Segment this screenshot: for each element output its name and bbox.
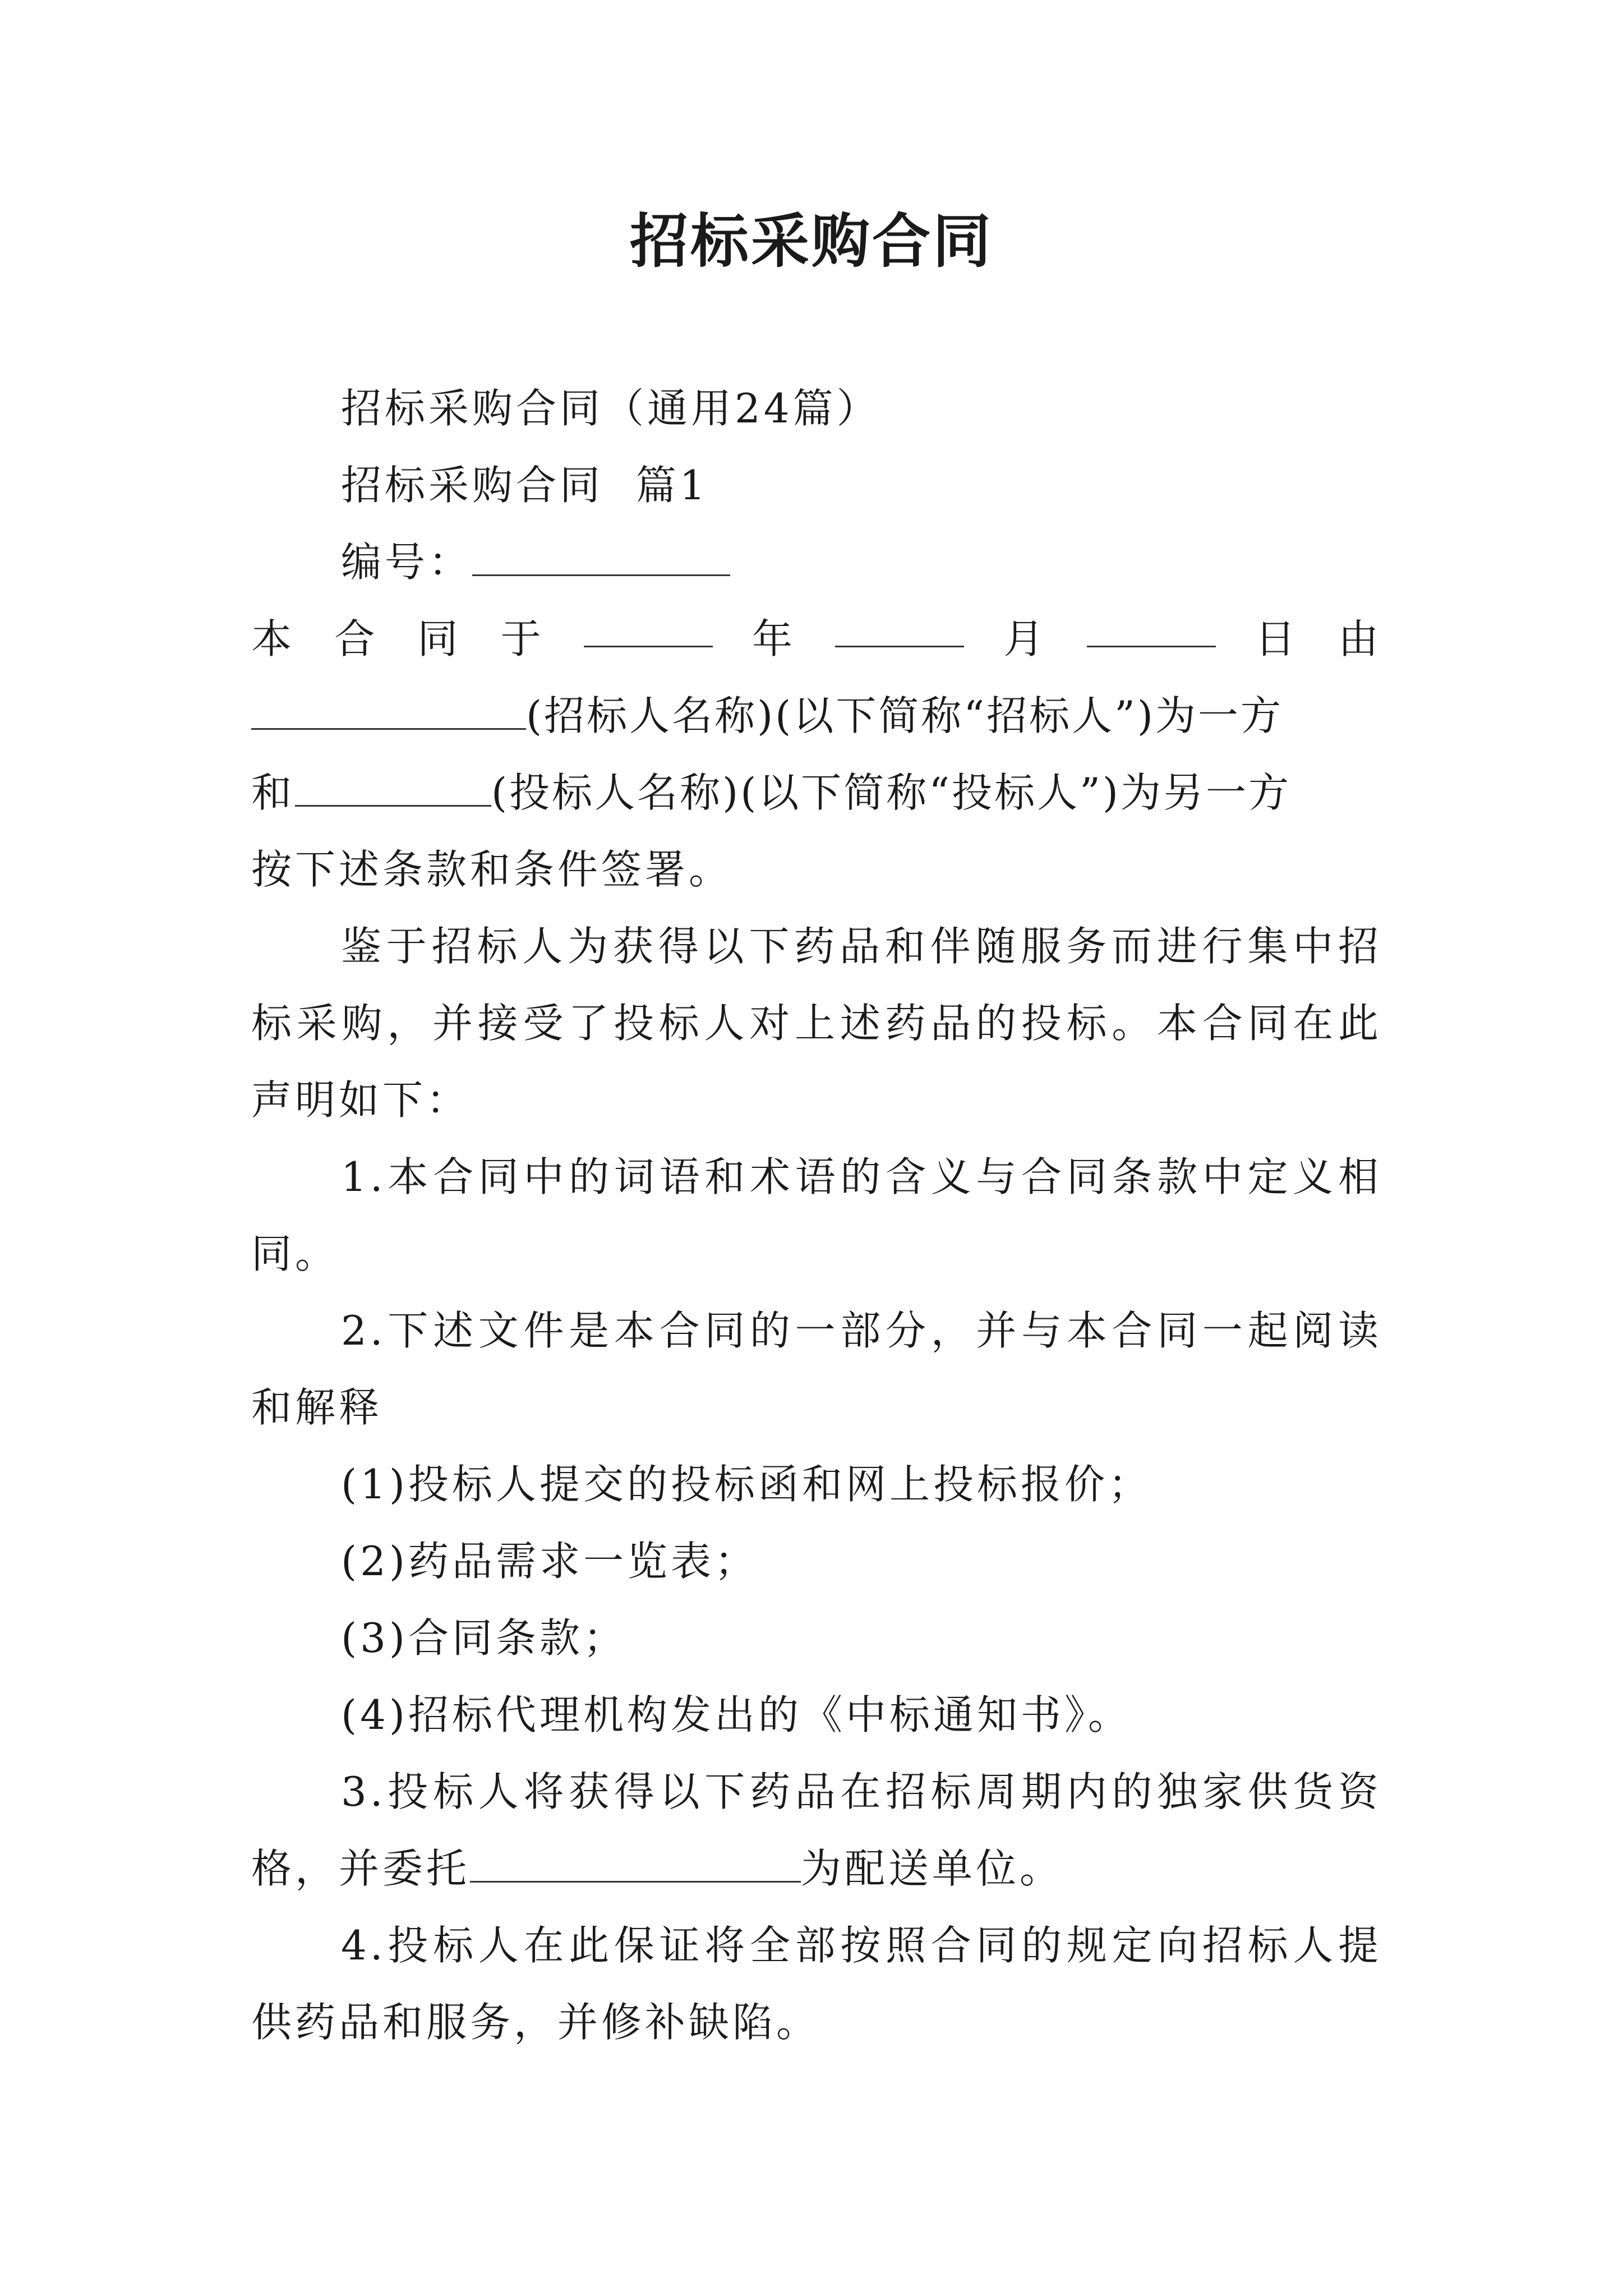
document-body xyxy=(251,370,1382,2061)
clause-2-item-3: (3)合同条款； xyxy=(341,1614,627,1662)
contract-number-blank xyxy=(472,530,730,576)
document-subtitle: 招标采购合同（通用24篇） xyxy=(341,385,880,432)
preamble-word: 由 xyxy=(1338,615,1382,662)
clause-3 xyxy=(251,1754,1382,1907)
whereas-paragraph: 鉴于招标人为获得以下药品和伴随服务而进行集中招标采购，并接受了投标人对上述药品的投标。本合同在此声明如下： xyxy=(251,923,1382,1124)
preamble-tail: 按下述条款和条件签署。 xyxy=(251,846,733,893)
clause-2: 2.下述文件是本合同的一部分，并与本合同一起阅读和解释 xyxy=(251,1307,1382,1431)
preamble-party-b-line xyxy=(251,754,1382,831)
document-title: 招标采购合同 xyxy=(629,206,993,275)
party-b-name-blank xyxy=(295,760,491,807)
clause-2-item-1: (1)投标人提交的投标函和网上投标报价； xyxy=(341,1461,1152,1508)
party-a-name-blank xyxy=(251,683,526,730)
preamble-word: 于 xyxy=(500,615,545,662)
contract-number-line xyxy=(251,524,1382,601)
preamble-word: 日 xyxy=(1255,615,1299,662)
clause-1: 1.本合同中的词语和术语的含义与合同条款中定义相同。 xyxy=(251,1153,1382,1277)
contract-number-label: 编号： xyxy=(341,539,473,586)
clause-3-text-end: 为配送单位。 xyxy=(801,1845,1064,1892)
distributor-blank xyxy=(470,1836,801,1883)
year-blank xyxy=(584,601,713,647)
day-blank xyxy=(1087,601,1216,647)
preamble-word: 月 xyxy=(1003,615,1048,662)
month-blank xyxy=(835,601,964,647)
clause-4: 4.投标人在此保证将全部按照合同的规定向招标人提供药品和服务，并修补缺陷。 xyxy=(251,1922,1382,2046)
preamble-word: 年 xyxy=(752,615,796,662)
clause-2-item-4: (4)招标代理机构发出的《中标通知书》。 xyxy=(341,1691,1132,1738)
preamble-word: 本 xyxy=(251,615,296,662)
preamble-party-a-line xyxy=(251,678,1382,754)
party-b-description: (投标人名称)(以下简称“投标人”)为另一方 xyxy=(491,769,1291,816)
preamble-word: 合 xyxy=(334,615,379,662)
preamble-word: 同 xyxy=(417,615,462,662)
clause-2-item-2: (2)药品需求一览表； xyxy=(341,1538,758,1585)
clause-3-text: 3.投标人将获得以下药品在招标周期内的独家供货资格，并委托 xyxy=(251,1768,1382,1892)
preamble-date-line xyxy=(251,601,1382,678)
party-a-description: (招标人名称)(以下简称“招标人”)为一方 xyxy=(526,692,1283,739)
section-heading: 招标采购合同 篇1 xyxy=(341,462,709,509)
preamble-conjunction: 和 xyxy=(251,769,296,816)
